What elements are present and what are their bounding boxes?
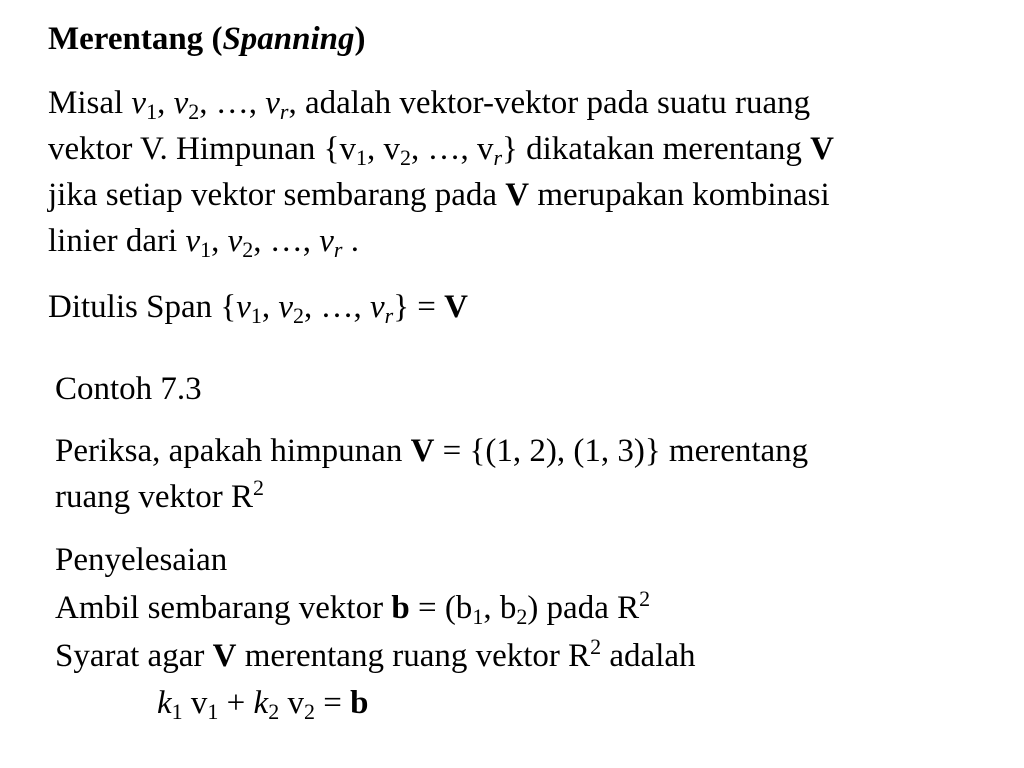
text: merentang ruang vektor R <box>236 638 591 674</box>
var-v: v <box>265 85 280 121</box>
subscript: 2 <box>242 237 254 262</box>
text: , b <box>483 590 517 626</box>
var-k: k <box>157 685 172 721</box>
subscript: 2 <box>293 303 304 328</box>
text: vektor V. Himpunan {v <box>48 131 356 167</box>
text: adalah <box>601 638 696 674</box>
bold-b: b <box>391 590 410 626</box>
superscript: 2 <box>252 475 264 500</box>
var-v: v <box>185 223 201 259</box>
bold-v: V <box>212 638 237 674</box>
subscript: 2 <box>188 99 200 124</box>
definition-line-3 <box>48 172 834 218</box>
question-line-2 <box>55 474 808 520</box>
spanning-equation <box>157 680 368 726</box>
solution-heading: Penyelesaian <box>55 542 228 578</box>
subscript: 1 <box>472 604 484 629</box>
text: , <box>157 85 174 121</box>
text: v <box>182 685 208 721</box>
definition-line-2 <box>48 126 834 172</box>
title-paren-open: ( <box>203 21 223 57</box>
text: ruang vektor R <box>55 479 253 515</box>
bold-v: V <box>810 131 834 167</box>
title-paren-close: ) <box>354 21 366 57</box>
subscript-r: r <box>279 99 289 124</box>
var-v: v <box>227 223 243 259</box>
subscript: 1 <box>171 699 183 724</box>
bold-b: b <box>350 685 369 721</box>
example-heading: Contoh 7.3 <box>55 371 202 407</box>
var-k: k <box>253 685 269 721</box>
definition-paragraph <box>48 80 834 264</box>
var-v: v <box>370 289 385 325</box>
var-v: v <box>131 85 147 121</box>
subscript: 1 <box>146 99 158 124</box>
subscript: 2 <box>516 604 528 629</box>
text: . <box>342 223 359 259</box>
text: linier dari <box>48 223 186 259</box>
solution-block <box>55 536 696 680</box>
superscript: 2 <box>590 634 602 659</box>
subscript: 2 <box>268 699 280 724</box>
text: Misal <box>48 85 132 121</box>
span-notation <box>48 284 468 330</box>
text: , …, <box>199 85 266 121</box>
subscript: 1 <box>200 237 212 262</box>
subscript: 1 <box>207 699 219 724</box>
subscript-r: r <box>384 303 394 328</box>
subscript: 1 <box>355 145 367 170</box>
title-italic: Spanning <box>222 21 355 57</box>
text: , …, v <box>410 131 494 167</box>
text: , v <box>366 131 400 167</box>
text: Ambil sembarang vektor <box>55 590 392 626</box>
text: = (b <box>409 590 473 626</box>
example-question <box>55 428 808 520</box>
text: ) pada R <box>527 590 640 626</box>
title-text: Merentang <box>48 21 204 57</box>
text: , <box>211 223 228 259</box>
var-v: v <box>236 289 251 325</box>
question-line-1 <box>55 428 808 474</box>
text: jika setiap vektor sembarang pada <box>48 177 506 213</box>
text: merupakan kombinasi <box>529 177 830 213</box>
subscript: 2 <box>303 699 315 724</box>
var-v: v <box>278 289 293 325</box>
var-v: v <box>173 85 189 121</box>
bold-v: V <box>410 433 435 469</box>
definition-line-4 <box>48 218 834 264</box>
text: = {(1, 2), (1, 3)} merentang <box>434 433 809 469</box>
text: + <box>218 685 254 721</box>
slide-title <box>48 16 366 62</box>
text: , adalah vektor-vektor pada suatu ruang <box>288 85 811 121</box>
text: , <box>261 289 279 325</box>
definition-line-1 <box>48 80 834 126</box>
text: Ditulis Span { <box>48 289 237 325</box>
text: , …, <box>253 223 320 259</box>
var-v: v <box>319 223 334 259</box>
text: Periksa, apakah himpunan <box>55 433 411 469</box>
bold-v: V <box>444 289 469 325</box>
bold-v: V <box>505 177 530 213</box>
solution-line-3 <box>55 632 696 680</box>
text: v <box>279 685 304 721</box>
subscript: 1 <box>250 303 262 328</box>
superscript: 2 <box>639 586 651 611</box>
text: = <box>314 685 351 721</box>
solution-line-2 <box>55 584 696 632</box>
text: } = <box>393 289 445 325</box>
text: Syarat agar <box>55 638 213 674</box>
subscript: 2 <box>399 145 411 170</box>
text: , …, <box>304 289 370 325</box>
text: } dikatakan merentang <box>502 131 811 167</box>
subscript-r: r <box>493 145 503 170</box>
subscript-r: r <box>333 237 343 262</box>
